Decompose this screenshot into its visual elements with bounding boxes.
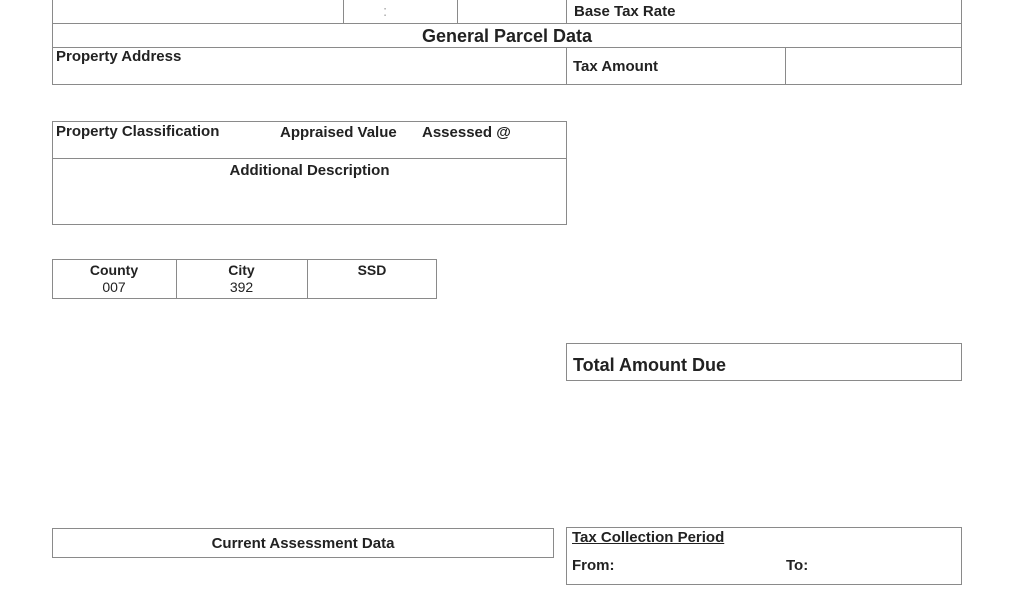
county-value: 007 [102, 279, 126, 295]
from-label: From: [572, 557, 615, 574]
tax-collection-heading: Tax Collection Period [572, 529, 725, 546]
assessed-label: Assessed @ [422, 124, 511, 141]
current-assessment-label: Current Assessment Data [211, 535, 395, 552]
tax-amount-label: Tax Amount [573, 58, 658, 75]
base-tax-rate-label: Base Tax Rate [574, 3, 676, 20]
county-label: County [89, 262, 139, 278]
property-address-label: Property Address [56, 48, 182, 65]
top-left-divider-1 [52, 0, 53, 23]
general-parcel-heading: General Parcel Data [421, 26, 593, 46]
appraised-value-label: Appraised Value [280, 124, 397, 141]
city-label: City [228, 262, 255, 278]
top-left-divider-2 [343, 0, 344, 23]
top-left-divider-3 [457, 0, 458, 23]
property-classification-label: Property Classification [56, 123, 220, 140]
additional-description-label: Additional Description [229, 162, 390, 179]
total-amount-due-label: Total Amount Due [573, 355, 726, 375]
city-value: 392 [229, 279, 254, 295]
tax-amount-divider [785, 47, 786, 85]
classification-divider [52, 158, 567, 159]
to-label: To: [786, 557, 809, 574]
top-fragment-text: : [383, 3, 388, 20]
ssd-label: SSD [357, 262, 387, 278]
